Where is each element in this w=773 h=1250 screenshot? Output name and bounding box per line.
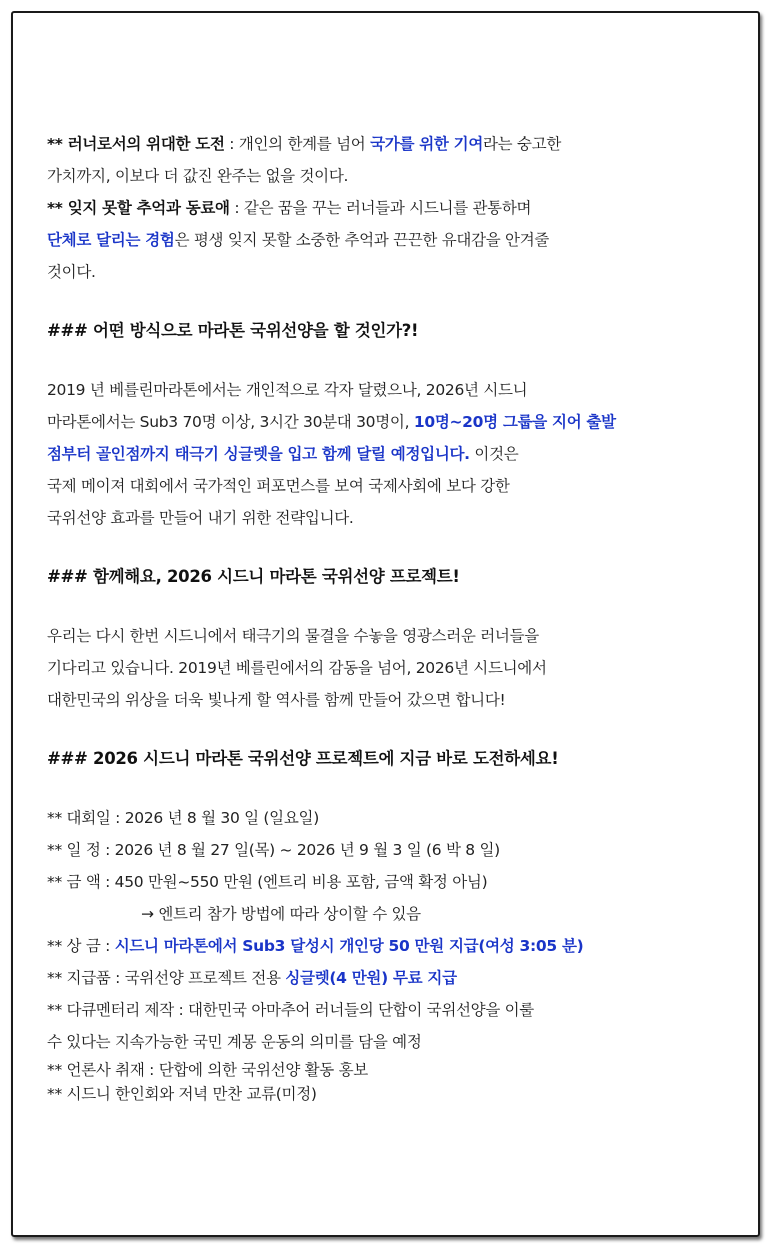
challenge-title: ** 러너로서의 위대한 도전 [47,135,225,153]
challenge-text: : 개인의 한계를 넘어 [224,135,371,153]
challenge-text-end: 라는 숭고한 [483,135,561,153]
challenge-line-2: 가치까지, 이보다 더 값진 완주는 없을 것이다. [47,167,349,185]
heading-together: ### 함께해요, 2026 시드니 마라톤 국위선양 프로젝트! [47,567,460,586]
heading-method: ### 어떤 방식으로 마라톤 국위선양을 할 것인가?! [47,321,419,340]
contribution-highlight: 국가를 위한 기여 [370,135,483,153]
supply-label: ** 지급품 : 국위선양 프로젝트 전용 [47,969,286,987]
event-prize [47,930,747,962]
plan-highlight: 점부터 골인점까지 태극기 싱글렛을 입고 함께 달릴 예정입니다. [47,445,470,463]
supply-highlight: 싱글렛(4 만원) 무료 지급 [285,969,457,987]
method-text-3: 이것은 [469,445,519,463]
memory-line-2 [47,224,747,256]
event-dinner: ** 시드니 한인회와 저녁 만찬 교류(미정) [47,1085,317,1103]
prize-highlight: 시드니 마라톤에서 Sub3 달성시 개인당 50 만원 지급(여성 3:05 분) [114,937,584,955]
method-line-4: 국제 메이져 대회에서 국가적인 퍼포먼스를 보여 국제사회에 보다 강한 [47,477,510,495]
group-run-highlight: 단체로 달리는 경험 [47,231,175,249]
method-line-5: 국위선양 효과를 만들어 내기 위한 전략입니다. [47,509,354,527]
memory-line [47,192,747,224]
together-line-3: 대한민국의 위상을 더욱 빛나게 할 역사를 함께 만들어 갔으면 합니다! [47,691,506,709]
event-documentary-2: 수 있다는 지속가능한 국민 계몽 운동의 의미를 담을 예정 [47,1033,422,1051]
prize-label: ** 상 금 : [47,937,115,955]
challenge-line [47,128,747,160]
memory-title: ** 잊지 못할 추억과 동료애 [47,199,230,217]
event-schedule: ** 일 정 : 2026 년 8 월 27 일(목) ~ 2026 년 9 월 3 일 (6 박 8 일) [47,841,500,859]
together-line-1: 우리는 다시 한번 시드니에서 태극기의 물결을 수놓을 영광스러운 러너들을 [47,627,539,645]
memory-text: : 같은 꿈을 꾸는 러너들과 시드니를 관통하며 [229,199,532,217]
method-text: 마라톤에서는 Sub3 70명 이상, 3시간 30분대 30명이, [47,413,414,431]
method-line-2 [47,406,747,438]
heading-challenge-now: ### 2026 시드니 마라톤 국위선양 프로젝트에 지금 바로 도전하세요! [47,749,559,768]
event-press: ** 언론사 취재 : 단합에 의한 국위선양 활동 홍보 [47,1061,368,1079]
memory-line-3: 것이다. [47,263,96,281]
event-supply [47,962,747,994]
event-cost: ** 금 액 : 450 만원~550 만원 (엔트리 비용 포함, 금액 확정 아님) [47,873,488,891]
method-line-1: 2019 년 베를린마라톤에서는 개인적으로 각자 달렸으나, 2026년 시드니 [47,381,528,399]
document-body [47,128,747,1106]
group-highlight: 10명~20명 그룹을 지어 출발 [413,413,616,431]
memory-text-2: 은 평생 잊지 못할 소중한 추억과 끈끈한 유대감을 안겨줄 [174,231,550,249]
together-line-2: 기다리고 있습니다. 2019년 베를린에서의 감동을 넘어, 2026년 시드니에서 [47,659,547,677]
event-documentary: ** 다큐멘터리 제작 : 대한민국 아마추어 러너들의 단합이 국위선양을 이룰 [47,1001,534,1019]
event-cost-note: → 엔트리 참가 방법에 따라 상이할 수 있음 [141,905,421,923]
event-date: ** 대회일 : 2026 년 8 월 30 일 (일요일) [47,809,319,827]
method-line-3 [47,438,747,470]
